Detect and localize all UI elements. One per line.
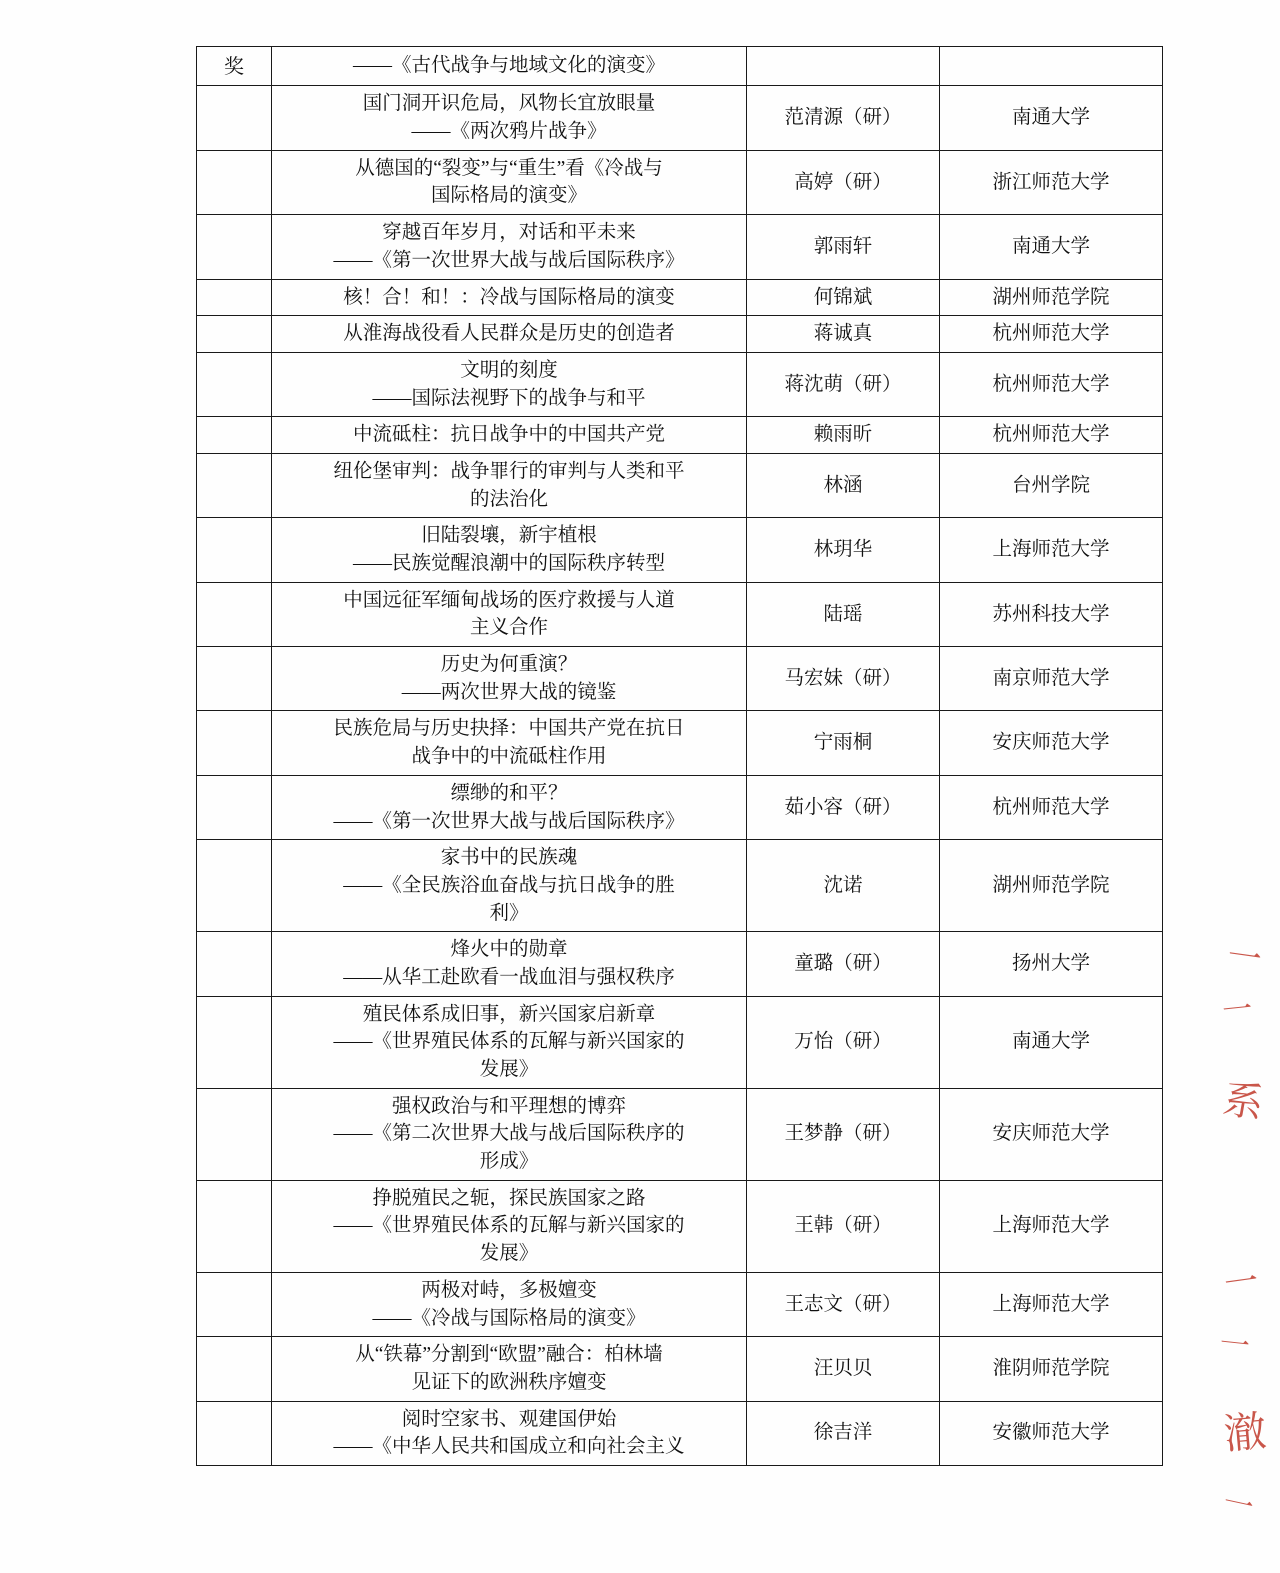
table-row — [197, 1272, 1163, 1336]
title-line: 中流砥柱：抗日战争中的中国共产党 — [352, 424, 665, 446]
title-cell — [272, 711, 747, 775]
school-cell: 安庆师范大学 — [940, 1088, 1163, 1180]
table-row — [197, 279, 1163, 316]
table-row — [197, 518, 1163, 582]
title-cell — [272, 417, 747, 454]
title-cell — [272, 1180, 747, 1272]
table-row — [197, 932, 1163, 996]
title-line: 强权政治与和平理想的博弈 — [391, 1095, 626, 1117]
title-line: 从“铁幕”分割到“欧盟”融合：柏林墙 — [355, 1344, 663, 1366]
title-line: 文明的刻度 — [460, 359, 558, 381]
award-cell — [197, 352, 272, 416]
title-cell — [272, 352, 747, 416]
school-cell: 安庆师范大学 — [940, 711, 1163, 775]
title-line: 缥缈的和平？ — [450, 782, 568, 804]
title-cell — [272, 518, 747, 582]
award-cell — [197, 279, 272, 316]
title-cell — [272, 1401, 747, 1465]
award-cell — [197, 647, 272, 711]
table-row — [197, 316, 1163, 353]
author-cell: 郭雨轩 — [747, 215, 940, 279]
award-cell — [197, 1088, 272, 1180]
school-cell: 南通大学 — [940, 996, 1163, 1088]
seal-mark-icon: 一 — [1225, 937, 1264, 980]
title-line: 见证下的欧洲秩序嬗变 — [411, 1371, 607, 1393]
author-cell: 马宏妹（研） — [747, 647, 940, 711]
title-line: 挣脱殖民之轭，探民族国家之路 — [372, 1187, 646, 1209]
table-row — [197, 1401, 1163, 1465]
title-line: ——《全民族浴血奋战与抗日战争的胜 — [343, 874, 675, 896]
award-cell — [197, 86, 272, 150]
award-cell — [197, 711, 272, 775]
author-cell: 林涵 — [747, 453, 940, 517]
school-cell: 扬州大学 — [940, 932, 1163, 996]
school-cell: 苏州科技大学 — [940, 582, 1163, 646]
school-cell: 上海师范大学 — [940, 1180, 1163, 1272]
title-cell — [272, 1337, 747, 1401]
title-line: ——国际法视野下的战争与和平 — [372, 387, 646, 409]
title-line: ——《第一次世界大战与战后国际秩序》 — [333, 249, 685, 271]
seal-mark-icon: 一 — [1217, 1327, 1252, 1364]
school-cell: 湖州师范学院 — [940, 840, 1163, 932]
author-cell: 沈诺 — [747, 840, 940, 932]
title-cell — [272, 47, 747, 86]
title-line: 形成》 — [479, 1151, 539, 1173]
author-cell: 赖雨昕 — [747, 417, 940, 454]
author-cell: 王志文（研） — [747, 1272, 940, 1336]
title-cell — [272, 453, 747, 517]
title-line: 纽伦堡审判：战争罪行的审判与人类和平 — [333, 460, 685, 482]
title-cell — [272, 840, 747, 932]
author-cell: 徐吉洋 — [747, 1401, 940, 1465]
school-cell: 湖州师范学院 — [940, 279, 1163, 316]
table-row — [197, 840, 1163, 932]
title-line: ——《世界殖民体系的瓦解与新兴国家的 — [333, 1031, 685, 1053]
award-cell — [197, 453, 272, 517]
table-row — [197, 352, 1163, 416]
title-cell — [272, 150, 747, 214]
author-cell: 林玥华 — [747, 518, 940, 582]
school-cell: 杭州师范大学 — [940, 316, 1163, 353]
title-cell — [272, 775, 747, 839]
author-cell: 王韩（研） — [747, 1180, 940, 1272]
school-cell: 上海师范大学 — [940, 1272, 1163, 1336]
title-line: 国门洞开识危局，风物长宜放眼量 — [362, 93, 656, 115]
table-row — [197, 47, 1163, 86]
title-cell — [272, 215, 747, 279]
author-cell: 蒋诚真 — [747, 316, 940, 353]
table-row — [197, 996, 1163, 1088]
title-cell — [272, 932, 747, 996]
title-cell — [272, 1088, 747, 1180]
school-cell: 安徽师范大学 — [940, 1401, 1163, 1465]
title-line: 从淮海战役看人民群众是历史的创造者 — [343, 323, 675, 345]
title-line: ——民族觉醒浪潮中的国际秩序转型 — [352, 553, 665, 575]
award-cell — [197, 215, 272, 279]
school-cell: 上海师范大学 — [940, 518, 1163, 582]
table-row — [197, 86, 1163, 150]
title-line: 从德国的“裂变”与“重生”看《冷战与 — [355, 157, 663, 179]
school-cell: 南京师范大学 — [940, 647, 1163, 711]
seal-mark-icon: 一 — [1220, 1486, 1257, 1525]
awards-table-body — [197, 47, 1163, 1466]
title-line: 民族危局与历史抉择：中国共产党在抗日 — [333, 718, 685, 740]
school-cell: 浙江师范大学 — [940, 150, 1163, 214]
table-row — [197, 1337, 1163, 1401]
title-line: 战争中的中流砥柱作用 — [411, 746, 607, 768]
seal-mark-icon: 一 — [1222, 1262, 1261, 1305]
title-cell — [272, 86, 747, 150]
table-row — [197, 150, 1163, 214]
title-line: 的法治化 — [469, 488, 548, 510]
title-line: 主义合作 — [469, 617, 548, 639]
title-line: 历史为何重演？ — [440, 654, 578, 676]
title-line: 家书中的民族魂 — [440, 847, 578, 869]
title-line: 国际格局的演变》 — [430, 185, 587, 207]
award-cell — [197, 775, 272, 839]
title-line: ——《中华人民共和国成立和向社会主义 — [333, 1436, 685, 1458]
title-cell — [272, 582, 747, 646]
school-cell: 杭州师范大学 — [940, 417, 1163, 454]
award-cell — [197, 518, 272, 582]
title-line: 旧陆裂壤，新宇植根 — [421, 525, 597, 547]
author-cell: 万怡（研） — [747, 996, 940, 1088]
title-cell — [272, 279, 747, 316]
award-cell — [197, 840, 272, 932]
title-line: 穿越百年岁月，对话和平未来 — [382, 222, 636, 244]
table-row — [197, 215, 1163, 279]
table-row — [197, 582, 1163, 646]
school-cell — [940, 47, 1163, 86]
title-line: 发展》 — [479, 1059, 539, 1081]
title-line: 中国远征军缅甸战场的医疗救援与人道 — [343, 589, 675, 611]
award-cell — [197, 1272, 272, 1336]
school-cell: 台州学院 — [940, 453, 1163, 517]
award-cell: 奖 — [197, 47, 272, 86]
author-cell: 宁雨桐 — [747, 711, 940, 775]
title-line: ——《古代战争与地域文化的演变》 — [352, 55, 665, 77]
author-cell: 汪贝贝 — [747, 1337, 940, 1401]
author-cell: 高婷（研） — [747, 150, 940, 214]
school-cell: 南通大学 — [940, 86, 1163, 150]
table-row — [197, 647, 1163, 711]
title-line: 发展》 — [479, 1243, 539, 1265]
title-cell — [272, 647, 747, 711]
table-row — [197, 453, 1163, 517]
seal-mark-icon: 澈 — [1222, 1409, 1269, 1459]
title-cell — [272, 996, 747, 1088]
author-cell: 陆瑶 — [747, 582, 940, 646]
school-cell: 南通大学 — [940, 215, 1163, 279]
awards-table — [196, 46, 1163, 1466]
title-line: ——《世界殖民体系的瓦解与新兴国家的 — [333, 1215, 685, 1237]
title-line: ——两次世界大战的镜鉴 — [401, 681, 617, 703]
title-line: 殖民体系成旧事，新兴国家启新章 — [362, 1003, 656, 1025]
title-line: ——《冷战与国际格局的演变》 — [372, 1307, 646, 1329]
table-row — [197, 1088, 1163, 1180]
award-cell — [197, 150, 272, 214]
award-cell — [197, 1401, 272, 1465]
table-row — [197, 711, 1163, 775]
title-cell — [272, 1272, 747, 1336]
award-cell — [197, 417, 272, 454]
title-line: 两极对峙，多极嬗变 — [421, 1279, 597, 1301]
title-line: ——《第一次世界大战与战后国际秩序》 — [333, 810, 685, 832]
author-cell: 何锦斌 — [747, 279, 940, 316]
award-cell — [197, 1337, 272, 1401]
award-cell — [197, 582, 272, 646]
author-cell: 蒋沈萌（研） — [747, 352, 940, 416]
award-cell — [197, 316, 272, 353]
school-cell: 淮阴师范学院 — [940, 1337, 1163, 1401]
table-row — [197, 417, 1163, 454]
school-cell: 杭州师范大学 — [940, 775, 1163, 839]
title-line: 利》 — [489, 902, 529, 924]
award-cell — [197, 1180, 272, 1272]
seal-mark-icon: 一 — [1220, 992, 1255, 1029]
title-line: ——《第二次世界大战与战后国际秩序的 — [333, 1123, 685, 1145]
school-cell: 杭州师范大学 — [940, 352, 1163, 416]
table-row — [197, 1180, 1163, 1272]
award-cell — [197, 996, 272, 1088]
table-row — [197, 775, 1163, 839]
seal-mark-icon: 系 — [1219, 1075, 1268, 1128]
title-cell — [272, 316, 747, 353]
author-cell: 茹小容（研） — [747, 775, 940, 839]
title-line: 核！合！和！：冷战与国际格局的演变 — [343, 286, 675, 308]
title-line: ——《两次鸦片战争》 — [411, 121, 607, 143]
author-cell — [747, 47, 940, 86]
award-cell — [197, 932, 272, 996]
title-line: 烽火中的勋章 — [450, 939, 568, 961]
title-line: 阅时空家书、观建国伊始 — [401, 1408, 617, 1430]
title-line: ——从华工赴欧看一战血泪与强权秩序 — [343, 966, 675, 988]
author-cell: 范清源（研） — [747, 86, 940, 150]
author-cell: 王梦静（研） — [747, 1088, 940, 1180]
author-cell: 童璐（研） — [747, 932, 940, 996]
